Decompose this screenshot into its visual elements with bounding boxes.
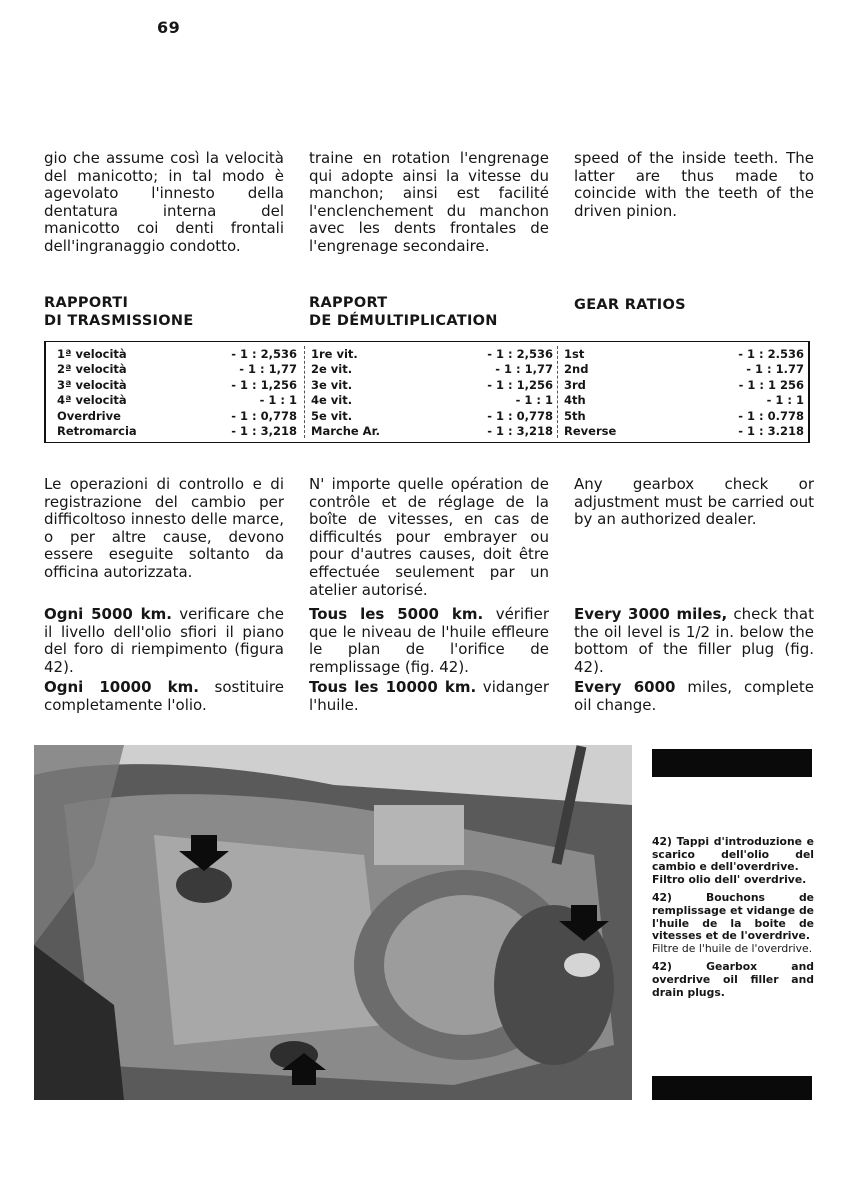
interval-1: Ogni 5000 km. verificare che il livello dell'olio sfiori il piano del foro di riempimento (figura 42). bbox=[44, 605, 284, 676]
intro-french bbox=[309, 150, 549, 256]
caption-bar-top bbox=[652, 749, 812, 777]
heading-french bbox=[309, 294, 498, 330]
check-french-text: N' importe quelle opération de contrôle et de réglage de la boîte de vitesses, en cas de difficultés pour embrayer ou pour d'autres causes, doit être effectuée seulement par un atelier autorisé. bbox=[309, 475, 549, 599]
heading-italian-line1: RAPPORTI bbox=[44, 295, 129, 311]
interval-1: Every 3000 miles, check that the oil level is 1/2 in. below the bottom of the filler plug (fig. 42). bbox=[574, 605, 814, 676]
ratio-column-french bbox=[311, 347, 553, 439]
caption-english: 42) Gearbox and overdrive oil filler and drain plugs. bbox=[652, 960, 814, 999]
heading-italian-line2: DI TRASMISSIONE bbox=[44, 313, 194, 329]
gearbox-photo bbox=[34, 745, 632, 1100]
ratio-row: 3ª velocità - 1 : 1,256 bbox=[57, 377, 297, 392]
caption-bar-bottom bbox=[652, 1076, 812, 1100]
intro-english-text: speed of the inside teeth. The latter are thus made to coincide with the teeth of the driven pinion. bbox=[574, 149, 814, 220]
ratio-row: 3rd - 1 : 1 256 bbox=[564, 377, 804, 392]
arrow-icon bbox=[34, 745, 632, 1100]
check-english bbox=[574, 476, 814, 529]
ratio-row: 4ª velocità - 1 : 1 bbox=[57, 393, 297, 408]
ratio-row: 5th - 1 : 0.778 bbox=[564, 408, 804, 423]
intro-italian bbox=[44, 150, 284, 256]
check-italian bbox=[44, 476, 284, 582]
ratio-row: 1st - 1 : 2.536 bbox=[564, 347, 804, 361]
ratio-row: 5e vit. - 1 : 0,778 bbox=[311, 408, 553, 423]
ratio-row: 4e vit. - 1 : 1 bbox=[311, 393, 553, 408]
caption-italian: 42) Tappi d'introduzione e scarico dell'olio del cambio e dell'overdrive. Filtro olio dell' overdrive. bbox=[652, 835, 814, 886]
check-italian-text: Le operazioni di controllo e di registrazione del cambio per difficoltoso innesto delle marce, o per altre cause, devono essere eseguite soltanto da officina autorizzata. bbox=[44, 475, 284, 581]
ratio-row: Overdrive - 1 : 0,778 bbox=[57, 408, 297, 423]
ratio-row: 1re vit. - 1 : 2,536 bbox=[311, 347, 553, 361]
figure-caption bbox=[652, 836, 814, 1005]
column-divider bbox=[304, 346, 305, 438]
ratio-row: 2ª velocità - 1 : 1,77 bbox=[57, 362, 297, 377]
ratio-row: Reverse - 1 : 3.218 bbox=[564, 424, 804, 439]
interval-2: Tous les 10000 km. vidanger l'huile. bbox=[309, 678, 549, 714]
ratio-row: 3e vit. - 1 : 1,256 bbox=[311, 377, 553, 392]
intro-italian-text: gio che assume così la velocità del manicotto; in tal modo è agevolato l'innesto della dentatura interna del manicotto coi denti frontali dell'ingranaggio condotto. bbox=[44, 149, 284, 255]
check-french bbox=[309, 476, 549, 599]
heading-english-line1: GEAR RATIOS bbox=[574, 297, 686, 313]
intro-english bbox=[574, 150, 814, 220]
intervals-english bbox=[574, 606, 814, 715]
ratio-row: 1ª velocità - 1 : 2,536 bbox=[57, 347, 297, 361]
caption-french: 42) Bouchons de remplissage et vidange de l'huile de la boite de vitesses et de l'overdrive. Filtre de l'huile de l'overdrive. bbox=[652, 891, 814, 955]
ratio-row: Retromarcia - 1 : 3,218 bbox=[57, 424, 297, 439]
intro-french-text: traine en rotation l'engrenage qui adopte ainsi la vitesse du manchon; ainsi est facilité l'enclenchement du manchon avec les dents frontales de l'engrenage secondaire. bbox=[309, 149, 549, 255]
heading-english bbox=[574, 296, 686, 314]
check-english-text: Any gearbox check or adjustment must be carried out by an authorized dealer. bbox=[574, 475, 814, 529]
ratio-column-italian bbox=[57, 347, 297, 439]
interval-2: Ogni 10000 km. sostituire completamente l'olio. bbox=[44, 678, 285, 714]
ratio-row: Marche Ar. - 1 : 3,218 bbox=[311, 424, 553, 439]
ratio-row: 2nd - 1 : 1.77 bbox=[564, 362, 804, 377]
column-divider bbox=[557, 346, 558, 438]
gear-ratio-table bbox=[44, 341, 810, 443]
interval-1: Tous les 5000 km. vérifier que le niveau de l'huile effleure le plan de l'orifice de remplissage (fig. 42). bbox=[309, 605, 549, 676]
heading-french-line2: DE DÉMULTIPLICATION bbox=[309, 313, 498, 329]
ratio-column-english bbox=[564, 347, 804, 439]
intervals-french bbox=[309, 606, 549, 715]
intervals-italian bbox=[44, 606, 284, 715]
ratio-row: 4th - 1 : 1 bbox=[564, 393, 804, 408]
page-number: 69 bbox=[157, 18, 181, 37]
heading-french-line1: RAPPORT bbox=[309, 295, 388, 311]
interval-2: Every 6000 miles, complete oil change. bbox=[574, 678, 815, 714]
ratio-row: 2e vit. - 1 : 1,77 bbox=[311, 362, 553, 377]
heading-italian bbox=[44, 294, 194, 330]
